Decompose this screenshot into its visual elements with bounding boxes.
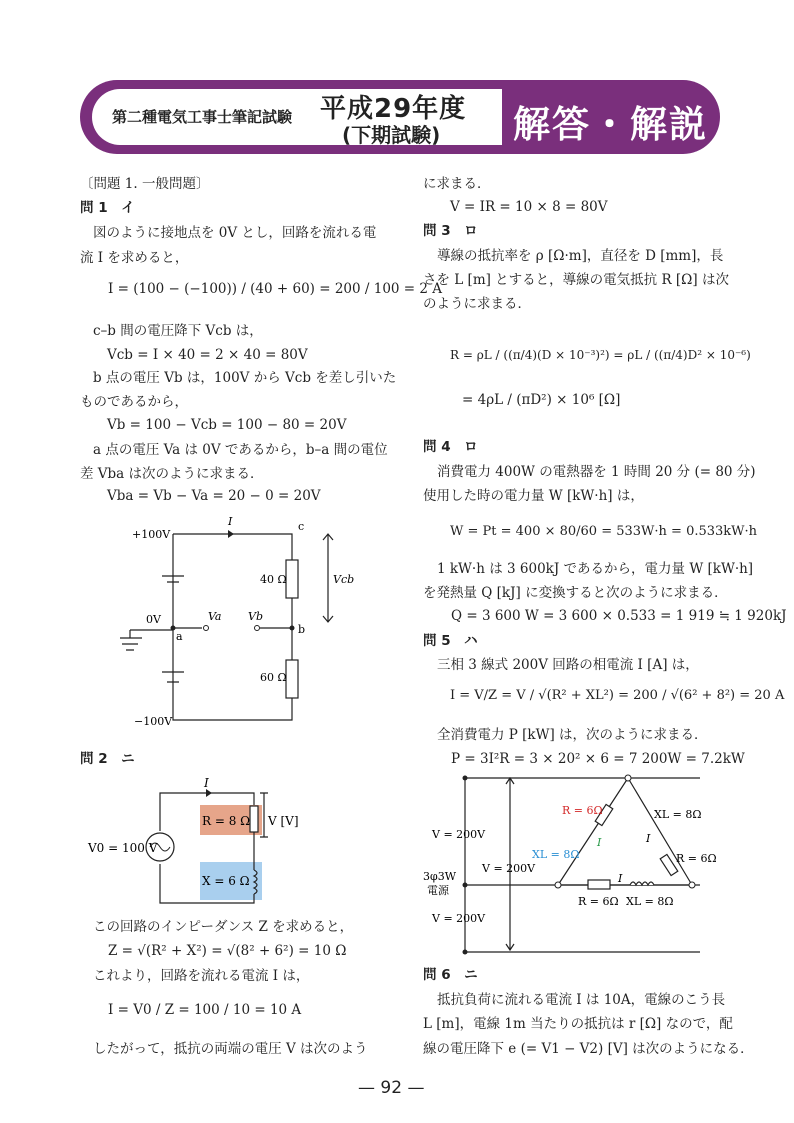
c3-v1: V = 200V xyxy=(432,828,486,841)
c3-current-right: I xyxy=(646,832,651,845)
label-vb: Vb xyxy=(248,610,263,623)
q1-text-vcb: c–b 間の電圧降下 Vcb は， xyxy=(93,323,263,339)
c3-r-bottom: R = 6Ω xyxy=(578,895,619,908)
q1-text-a: 図のように接地点を 0V とし，回路を流れる電 xyxy=(93,225,377,241)
q3-text-a: 導線の抵抗率を ρ [Ω·m]，直径を D [mm]，長 xyxy=(437,248,724,264)
q3-text-b: さを L [m] とすると，導線の電気抵抗 R [Ω] は次 xyxy=(423,272,729,288)
q4-text-a: 消費電力 400W の電熱器を 1 時間 20 分 (= 80 分) xyxy=(437,464,756,480)
c3-src-2: 電源 xyxy=(427,884,449,897)
q2-text-cont: に求まる． xyxy=(423,176,491,192)
q5-text-b: 全消費電力 P [kW] は，次のように求まる． xyxy=(437,727,708,743)
label-plus100: +100V xyxy=(132,528,171,541)
exam-term: (下期試験) xyxy=(342,123,441,147)
q4-text-d: を発熱量 Q [kJ] に変換すると次のように求まる． xyxy=(423,585,728,601)
label-va: Va xyxy=(208,610,222,623)
q6-heading: 問 6 ニ xyxy=(423,967,478,983)
circuit-diagram-2 xyxy=(80,775,320,910)
formula-r-2: = 4ρL / (πD²) × 10⁶ [Ω] xyxy=(462,392,621,408)
q1-heading: 問 1 イ xyxy=(80,200,135,216)
formula-v: V = IR = 10 × 8 = 80V xyxy=(450,199,608,215)
c3-src-1: 3φ3W xyxy=(423,870,457,883)
q1-text-vb-a: b 点の電圧 Vb は，100V から Vcb を差し引いた xyxy=(93,370,397,386)
c2-label-v: V [V] xyxy=(268,814,299,828)
label-c: c xyxy=(298,520,305,533)
section-heading: 〔問題 1. 一般問題〕 xyxy=(80,176,210,192)
formula-vba: Vba = Vb − Va = 20 − 0 = 20V xyxy=(107,488,321,504)
q4-heading: 問 4 ロ xyxy=(423,439,478,455)
formula-r-1: R = ρL / ((π/4)(D × 10⁻³)²) = ρL / ((π/4)D² × 10⁻⁶) xyxy=(450,348,751,362)
c2-label-current: I xyxy=(204,776,209,790)
q2-text-i: これより，回路を流れる電流 I は， xyxy=(93,968,310,984)
q6-text-a: 抵抗負荷に流れる電流 I は 10A，電線のこう長 xyxy=(437,992,726,1008)
label-minus100: −100V xyxy=(134,715,173,728)
q6-text-c: 線の電圧降下 e (= V1 − V2) [V] は次のようになる． xyxy=(423,1041,754,1057)
label-0v: 0V xyxy=(146,613,161,626)
formula-power: P = 3I²R = 3 × 20² × 6 = 7 200W = 7.2kW xyxy=(451,751,745,767)
q2-text-v: したがって，抵抗の両端の電圧 V は次のよう xyxy=(93,1041,368,1057)
c2-label-v0: V0 = 100 V xyxy=(88,841,158,855)
exam-year: 平成29年度 xyxy=(320,94,467,124)
q1-text-va-b: 差 Vba は次のように求まる． xyxy=(80,466,264,482)
c3-r-right: R = 6Ω xyxy=(676,852,717,865)
c3-v2: V = 200V xyxy=(482,862,536,875)
formula-phase-current: I = V/Z = V / √(R² + XL²) = 200 / √(6² + 8²) = 20 A xyxy=(450,688,785,703)
label-a: a xyxy=(176,630,183,643)
formula-i: I = V0 / Z = 100 / 10 = 10 A xyxy=(108,1002,302,1018)
formula-vcb: Vcb = I × 40 = 2 × 40 = 80V xyxy=(107,347,308,363)
formula-q: Q = 3 600 W = 3 600 × 0.533 = 1 919 ≒ 1 920kJ xyxy=(451,608,787,624)
label-b: b xyxy=(298,623,306,636)
q5-text-a: 三相 3 線式 200V 回路の相電流 I [A] は， xyxy=(437,657,699,673)
c3-r-left: R = 6Ω xyxy=(562,804,603,817)
label-r40: 40 Ω xyxy=(260,573,287,586)
circuit-diagram-1 xyxy=(120,510,380,735)
circuit-diagram-3 xyxy=(420,770,720,960)
c3-current-bottom: I xyxy=(618,872,623,885)
c3-current-left: I xyxy=(597,836,602,849)
label-current: I xyxy=(228,515,233,528)
c2-label-r: R = 8 Ω xyxy=(202,814,251,828)
q4-text-b: 使用した時の電力量 W [kW·h] は， xyxy=(423,488,644,504)
c2-label-x: X = 6 Ω xyxy=(202,874,250,888)
label-vcb: Vcb xyxy=(333,573,355,586)
q5-heading: 問 5 ハ xyxy=(423,633,478,649)
q3-text-c: のように求まる． xyxy=(423,296,531,312)
c3-xl-right: XL = 8Ω xyxy=(654,808,702,821)
label-r60: 60 Ω xyxy=(260,671,287,684)
formula-vb: Vb = 100 − Vcb = 100 − 80 = 20V xyxy=(107,417,347,433)
c3-v3: V = 200V xyxy=(432,912,486,925)
q2-text-z: この回路のインピーダンス Z を求めると， xyxy=(93,919,354,935)
q1-text-b: 流 I を求めると， xyxy=(80,250,189,266)
q2-heading: 問 2 ニ xyxy=(80,751,135,767)
formula-current: I = (100 − (−100)) / (40 + 60) = 200 / 100 = 2 A xyxy=(108,281,443,297)
formula-w: W = Pt = 400 × 80/60 = 533W·h = 0.533kW·h xyxy=(450,524,758,539)
q1-text-vb-b: ものであるから， xyxy=(80,394,188,410)
page-number: — 92 — xyxy=(358,1078,425,1098)
q1-text-va-a: a 点の電圧 Va は 0V であるから，b–a 間の電位 xyxy=(93,442,388,458)
exam-name: 第二種電気工事士筆記試験 xyxy=(112,108,293,126)
formula-z: Z = √(R² + X²) = √(8² + 6²) = 10 Ω xyxy=(108,943,347,959)
answer-title: 解答・解説 xyxy=(513,103,708,146)
q6-text-b: L [m]，電線 1m 当たりの抵抗は r [Ω] なので，配 xyxy=(423,1016,733,1032)
q3-heading: 問 3 ロ xyxy=(423,223,478,239)
q4-text-c: 1 kW·h は 3 600kJ であるから，電力量 W [kW·h] xyxy=(437,561,754,577)
c3-xl-left: XL = 8Ω xyxy=(532,848,580,861)
c3-xl-bottom: XL = 8Ω xyxy=(626,895,674,908)
